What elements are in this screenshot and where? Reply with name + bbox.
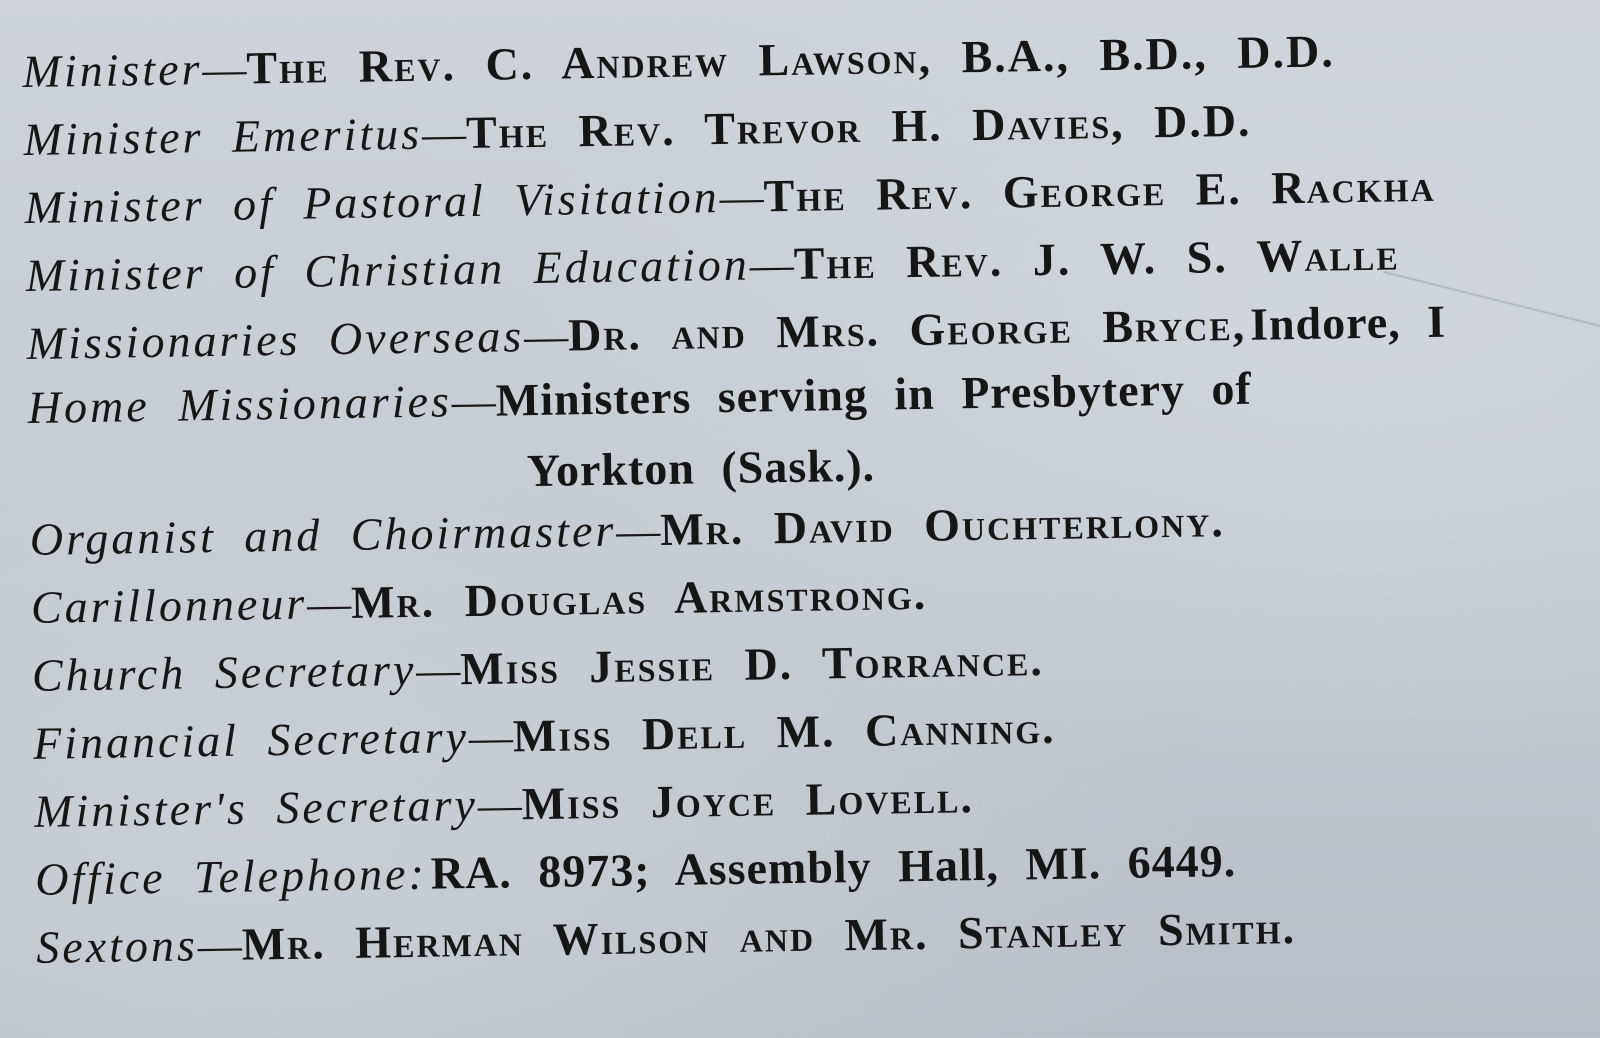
entry-name: Mr. Herman Wilson and Mr. Stanley Smith. <box>241 902 1297 970</box>
entry-role: Minister <box>22 43 203 97</box>
entry-name: Mr. David Ouchterlony. <box>659 495 1226 556</box>
entry-name: Miss Dell M. Canning. <box>512 701 1056 762</box>
em-dash: — <box>749 239 795 290</box>
entry-location: Indore, I <box>1249 295 1447 350</box>
entry-role: Organist and Choirmaster <box>29 504 617 565</box>
em-dash: — <box>468 712 514 763</box>
em-dash: — <box>421 109 467 159</box>
entry-name: The Rev. J. W. S. Walle <box>793 228 1400 289</box>
em-dash: — <box>477 780 523 830</box>
entry-role: Financial Secretary <box>32 711 470 769</box>
entry-role: Office Telephone: <box>34 847 428 905</box>
entry-role: Minister Emeritus <box>23 107 423 165</box>
entry-name: Mr. Douglas Armstrong. <box>350 567 928 628</box>
entry-role: Minister's Secretary <box>33 778 479 837</box>
em-dash: — <box>415 645 461 695</box>
entry-role: Missionaries Overseas <box>26 310 525 369</box>
entry-role: Minister of Pastoral Visitation <box>24 171 721 233</box>
entry-name: The Rev. Trevor H. Davies, D.D. <box>465 94 1252 159</box>
entry-name: Dr. and Mrs. George Bryce, <box>567 298 1247 361</box>
entry-role: Carillonneur <box>30 577 308 633</box>
em-dash: — <box>615 506 661 556</box>
entry-name: Miss Jessie D. Torrance. <box>459 634 1045 695</box>
entry-text: Ministers serving in Presbytery of <box>495 362 1253 426</box>
entry-home-missionaries <box>27 352 1600 506</box>
em-dash: — <box>197 920 243 971</box>
entry-role: Home Missionaries <box>27 375 453 433</box>
em-dash: — <box>451 376 497 427</box>
em-dash: — <box>306 578 352 629</box>
entry-name: The Rev. George E. Rackha <box>763 159 1436 222</box>
entry-role: Sextons <box>35 919 199 973</box>
entry-role: Church Secretary <box>31 643 417 701</box>
em-dash: — <box>523 311 569 362</box>
entry-name: Miss Joyce Lovell. <box>521 771 975 830</box>
staff-list <box>22 12 1600 982</box>
entry-text-continued: Yorkton (Sask.). <box>526 439 876 497</box>
entry-name: The Rev. C. Andrew Lawson, B.A., B.D., D.D. <box>245 25 1336 94</box>
entry-role: Minister of Christian Education <box>25 238 751 301</box>
em-dash: — <box>719 172 765 223</box>
entry-text: RA. 8973; Assembly Hall, MI. 6449. <box>430 835 1237 899</box>
em-dash: — <box>202 44 247 95</box>
